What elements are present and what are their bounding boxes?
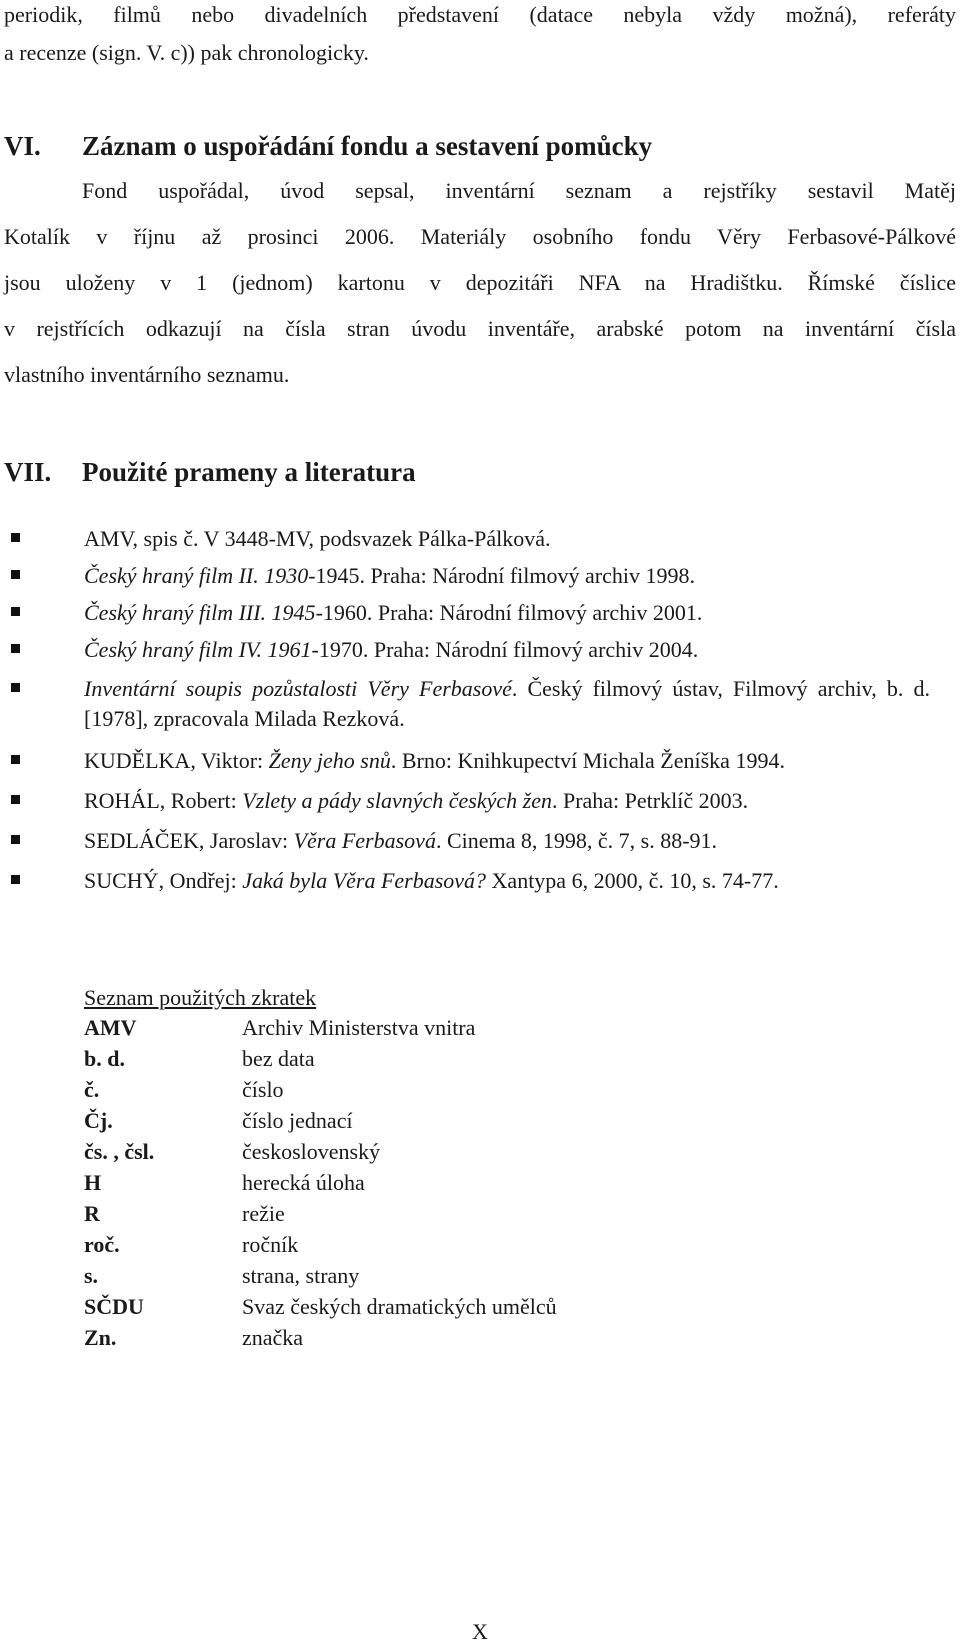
abbreviation-value: československý bbox=[242, 1139, 381, 1164]
source-text: SEDLÁČEK, Jaroslav: Věra Ferbasová. Cinema 8, 1998, č. 7, s. 88-91. bbox=[84, 828, 718, 853]
abbreviation-key: b. d. bbox=[84, 1046, 125, 1071]
section-6-line-3: jsou uloženy v 1 (jednom) kartonu v depozitáři NFA na Hradištku. Římské číslice bbox=[4, 270, 956, 295]
abbreviation-value: číslo jednací bbox=[242, 1108, 353, 1133]
abbreviation-value: Archiv Ministerstva vnitra bbox=[242, 1015, 476, 1040]
intro-line-1: periodik, filmů nebo divadelních představení (datace nebyla vždy možná), referáty bbox=[4, 2, 956, 27]
section-7-number: VII. bbox=[4, 457, 52, 487]
source-text: ROHÁL, Robert: Vzlety a pády slavných českých žen. Praha: Petrklíč 2003. bbox=[84, 788, 749, 813]
abbreviation-key: čs. , čsl. bbox=[84, 1139, 155, 1164]
section-6-line-1: Fond uspořádal, úvod sepsal, inventární seznam a rejstříky sestavil Matěj bbox=[82, 178, 956, 203]
bullet-icon bbox=[11, 644, 20, 653]
bullet-icon bbox=[11, 875, 20, 884]
abbreviation-value: režie bbox=[242, 1201, 285, 1226]
abbreviation-value: značka bbox=[242, 1325, 304, 1350]
abbreviation-value: Svaz českých dramatických umělců bbox=[242, 1294, 557, 1319]
source-text: Inventární soupis pozůstalosti Věry Ferbasové. Český filmový ústav, Filmový archiv, b. d. [1978], zpracovala Milada Rezková. bbox=[84, 676, 930, 731]
section-6-line-2: Kotalík v říjnu až prosinci 2006. Materiály osobního fondu Věry Ferbasové-Pálkové bbox=[4, 224, 956, 249]
abbreviations-title: Seznam použitých zkratek bbox=[84, 985, 317, 1010]
bullet-icon bbox=[11, 533, 20, 542]
source-text: Český hraný film III. 1945-1960. Praha: Národní filmový archiv 2001. bbox=[84, 600, 703, 625]
page-number: X bbox=[472, 1619, 488, 1644]
bullet-icon bbox=[11, 683, 20, 692]
abbreviation-key: AMV bbox=[84, 1015, 137, 1040]
source-text: Český hraný film IV. 1961-1970. Praha: Národní filmový archiv 2004. bbox=[84, 637, 699, 662]
intro-line-2: a recenze (sign. V. c)) pak chronologicky. bbox=[4, 40, 369, 65]
section-6-title: Záznam o uspořádání fondu a sestavení pomůcky bbox=[82, 131, 653, 161]
abbreviation-value: číslo bbox=[242, 1077, 284, 1102]
source-text: KUDĚLKA, Viktor: Ženy jeho snů. Brno: Knihkupectví Michala Ženíška 1994. bbox=[84, 748, 785, 773]
abbreviation-key: Zn. bbox=[84, 1325, 117, 1350]
abbreviation-key: roč. bbox=[84, 1232, 120, 1257]
bullet-icon bbox=[11, 795, 20, 804]
section-6-line-4: v rejstřících odkazují na čísla stran úvodu inventáře, arabské potom na inventární čísla bbox=[4, 316, 956, 341]
abbreviation-key: SČDU bbox=[84, 1294, 144, 1319]
abbreviation-key: č. bbox=[84, 1077, 100, 1102]
section-6-line-5: vlastního inventárního seznamu. bbox=[4, 362, 290, 387]
abbreviation-key: s. bbox=[84, 1263, 99, 1288]
abbreviation-value: bez data bbox=[242, 1046, 315, 1071]
bullet-icon bbox=[11, 607, 20, 616]
abbreviation-value: strana, strany bbox=[242, 1263, 360, 1288]
abbreviation-value: ročník bbox=[242, 1232, 299, 1257]
section-7-heading bbox=[4, 455, 416, 489]
source-text: SUCHÝ, Ondřej: Jaká byla Věra Ferbasová? Xantypa 6, 2000, č. 10, s. 74-77. bbox=[84, 868, 779, 893]
section-6-heading bbox=[4, 129, 652, 163]
abbreviation-key: Čj. bbox=[84, 1108, 113, 1133]
section-6-number: VI. bbox=[4, 131, 41, 161]
section-7-title: Použité prameny a literatura bbox=[82, 457, 416, 487]
source-text: Český hraný film II. 1930-1945. Praha: Národní filmový archiv 1998. bbox=[84, 563, 695, 588]
bullet-icon bbox=[11, 835, 20, 844]
bullet-icon bbox=[11, 755, 20, 764]
abbreviation-value: herecká úloha bbox=[242, 1170, 365, 1195]
abbreviation-key: R bbox=[84, 1201, 100, 1226]
abbreviation-key: H bbox=[84, 1170, 102, 1195]
bullet-icon bbox=[11, 570, 20, 579]
source-text: AMV, spis č. V 3448-MV, podsvazek Pálka-Pálková. bbox=[84, 526, 551, 551]
